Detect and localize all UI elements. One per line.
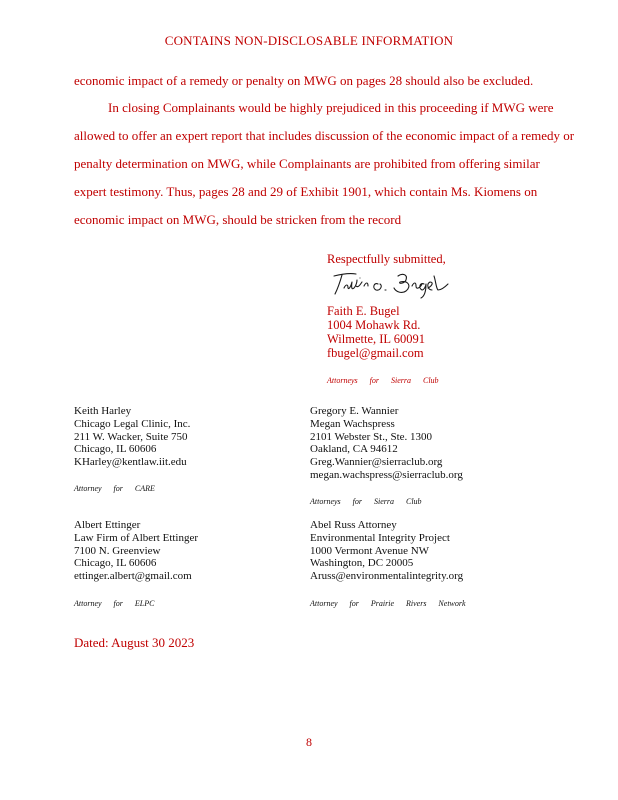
body-line-1: economic impact of a remedy or penalty on MWG on pages 28 should also be excluded. [74,73,534,88]
body-line-2: In closing Complainants would be highly prejudiced in this proceeding if MWG were [108,100,554,115]
counsel-line: Oakland, CA 94612 [310,443,398,456]
counsel-line: 211 W. Wacker, Suite 750 [74,430,188,443]
signer-address-city: Wilmette, IL 60091 [327,332,425,346]
body-line-4: penalty determination on MWG, while Complainants are prohibited from offering similar [74,156,540,171]
counsel-ettinger [74,519,198,583]
counsel-email[interactable]: megan.wachspress@sierraclub.org [310,468,463,481]
counsel-line: Chicago, IL 60606 [74,557,157,570]
closing-phrase: Respectfully submitted, [327,252,446,266]
signer-email[interactable]: fbugel@gmail.com [327,346,424,360]
counsel-line: 2101 Webster St., Ste. 1300 [310,430,433,443]
signer-caption: Attorneys for Sierra Club [327,376,439,385]
body-line-6: economic impact on MWG, should be stricken from the record [74,212,402,227]
counsel-line: 7100 N. Greenview [74,544,161,557]
counsel-line: Megan Wachspress [310,417,395,430]
body-line-3: allowed to offer an expert report that includes discussion of the economic impact of a remedy or [74,128,575,143]
counsel-harley [74,405,190,469]
counsel-email[interactable]: ettinger.albert@gmail.com [74,570,192,583]
confidentiality-header: CONTAINS NON-DISCLOSABLE INFORMATION [164,33,454,48]
counsel-russ-caption: Attorney for Prairie Rivers Network [310,599,466,608]
counsel-line: Environmental Integrity Project [310,531,450,544]
body-line-5: expert testimony. Thus, pages 28 and 29 of Exhibit 1901, which contain Ms. Kiomens on [74,184,538,199]
handwritten-signature [328,268,458,300]
counsel-line: Keith Harley [74,405,132,417]
counsel-line: Gregory E. Wannier [310,405,399,417]
counsel-wannier [310,405,463,482]
counsel-line: Chicago Legal Clinic, Inc. [74,417,191,430]
counsel-line: Abel Russ Attorney [310,519,397,531]
counsel-line: 1000 Vermont Avenue NW [310,544,430,557]
counsel-harley-caption: Attorney for CARE [74,484,155,493]
date-line: Dated: August 30 2023 [74,635,195,650]
counsel-wannier-caption: Attorneys for Sierra Club [310,497,422,506]
counsel-russ [310,519,463,583]
counsel-email[interactable]: Aruss@environmentalintegrity.org [310,570,464,583]
counsel-email[interactable]: Greg.Wannier@sierraclub.org [310,456,443,469]
counsel-email[interactable]: KHarley@kentlaw.iit.edu [74,456,187,469]
counsel-line: Albert Ettinger [74,519,141,531]
counsel-ettinger-caption: Attorney for ELPC [74,599,155,608]
page-number: 8 [306,735,312,749]
counsel-line: Chicago, IL 60606 [74,443,157,456]
counsel-line: Washington, DC 20005 [310,557,414,570]
signer-name: Faith E. Bugel [327,304,400,318]
signer-address-street: 1004 Mohawk Rd. [327,318,421,332]
counsel-line: Law Firm of Albert Ettinger [74,531,199,544]
